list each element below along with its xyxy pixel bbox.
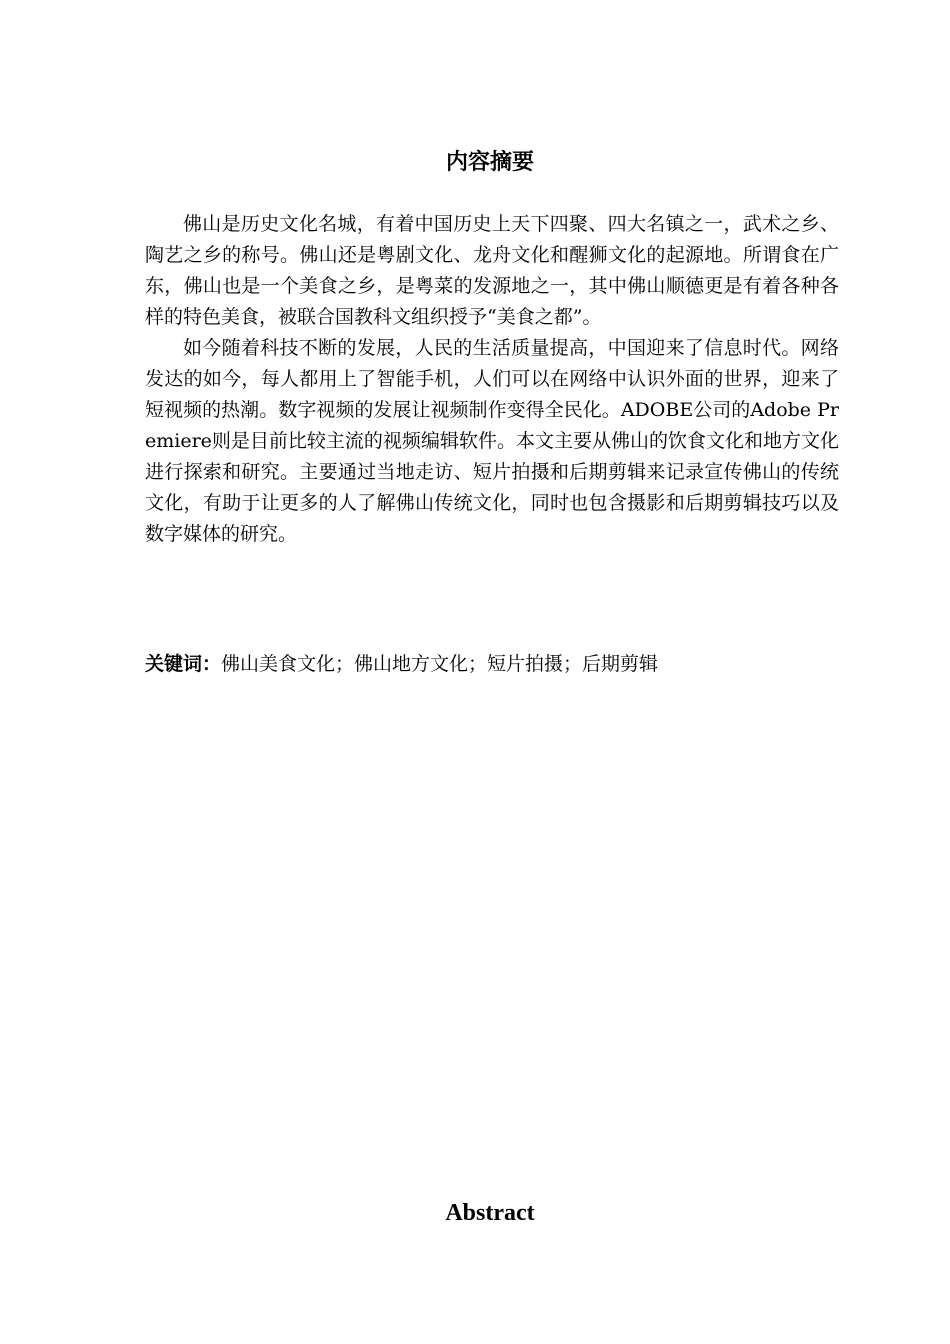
abstract-paragraph-2: 如今随着科技不断的发展，人民的生活质量提高，中国迎来了信息时代。网络发达的如今，每人都用上了智能手机，人们可以在网络中认识外面的世界，迎来了短视频的热潮。数字视频的发展让视频制作变得全民化。ADOBE公司的Adobe Premiere则是目前比较主流的视频编辑软件。本文主要从佛山的饮食文化和地方文化进行探索和研究。主要通过当地走访、短片拍摄和后期剪辑来记录宣传佛山的传统文化，有助于让更多的人了解佛山传统文化，同时也包含摄影和后期剪辑技巧以及数字媒体的研究。 [145, 337, 839, 545]
keywords-line [145, 649, 839, 680]
abstract-body [145, 209, 839, 550]
abstract-paragraph-1: 佛山是历史文化名城，有着中国历史上天下四聚、四大名镇之一，武术之乡、陶艺之乡的称号。佛山还是粤剧文化、龙舟文化和醒狮文化的起源地。所谓食在广东，佛山也是一个美食之乡，是粤菜的发源地之一，其中佛山顺德更是有着各种各样的特色美食，被联合国教科文组织授予“美食之都”。 [145, 213, 839, 328]
keywords-text: 佛山美食文化；佛山地方文化；短片拍摄；后期剪辑 [221, 653, 659, 675]
keywords-label: 关键词： [145, 653, 222, 675]
english-abstract-title: Abstract [445, 1200, 535, 1226]
abstract-title: 内容摘要 [445, 150, 534, 175]
